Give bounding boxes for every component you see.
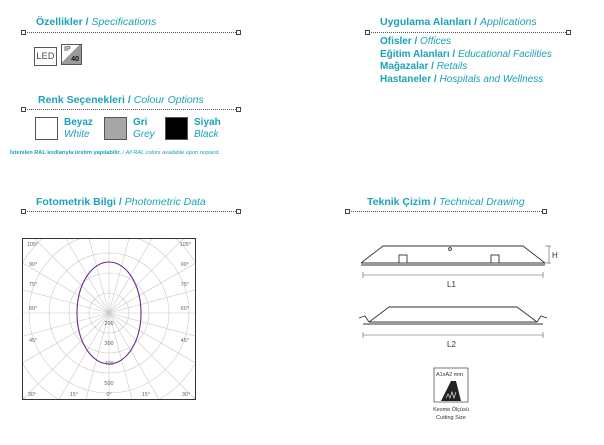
specifications-title-tr: Özellikler xyxy=(36,16,83,28)
length-label-1: L1 xyxy=(447,280,456,289)
angle-label: 0° xyxy=(106,392,112,398)
ip-prefix: IP xyxy=(64,46,71,53)
led-icon: LED xyxy=(34,47,57,66)
photometric-title-en: Photometric Data xyxy=(124,196,206,208)
angle-label: 15° xyxy=(69,392,79,398)
rule-end-marker xyxy=(365,30,370,35)
angle-label: 105° xyxy=(27,242,39,248)
list-item: Ofisler / Offices xyxy=(380,36,452,47)
black-swatch xyxy=(165,117,188,140)
grey-label: Gri Grey xyxy=(133,117,155,140)
polar-diagram xyxy=(22,238,196,400)
applications-title-en: Applications xyxy=(480,16,537,28)
angle-label: 75° xyxy=(180,282,189,288)
rule-end-marker xyxy=(566,30,571,35)
side-profile-1 xyxy=(361,246,545,265)
rule-end-marker xyxy=(21,30,26,35)
applications-heading: Uygulama Alanları / Applications xyxy=(380,16,537,28)
ip-rating-icon xyxy=(61,44,82,65)
angle-label: 90° xyxy=(29,262,38,268)
angle-label: 60° xyxy=(29,306,38,312)
specifications-title-en: Specifications xyxy=(91,16,157,28)
side-profile-2 xyxy=(359,307,547,324)
angle-label: 90° xyxy=(180,262,189,268)
radial-label: 500 xyxy=(104,381,114,387)
rule-end-marker xyxy=(21,107,26,112)
cutting-caption-en: Cutting Size xyxy=(436,415,466,421)
angle-label: 30° xyxy=(27,392,37,398)
rule-end-marker xyxy=(236,107,241,112)
colour-options-title-en: Colour Options xyxy=(133,94,204,106)
technical-heading: Teknik Çizim / Technical Drawing xyxy=(367,196,525,208)
ral-note: İstenilen RAL kodlarıyla üretim yapılabilir. / All RAL colors available upon request. xyxy=(10,150,220,156)
colour-options-rule xyxy=(24,109,238,110)
photometric-rule xyxy=(24,211,238,212)
angle-label: 75° xyxy=(29,282,38,288)
white-label: Beyaz White xyxy=(64,117,93,140)
rule-end-marker xyxy=(21,209,26,214)
specifications-heading: Özellikler / Specifications xyxy=(36,16,157,28)
technical-title-en: Technical Drawing xyxy=(439,196,525,208)
colour-options-heading: Renk Seçenekleri / Colour Options xyxy=(38,94,204,106)
radial-label: 400 xyxy=(104,361,114,367)
height-label: H xyxy=(552,251,558,260)
angle-label: 105° xyxy=(179,242,191,248)
angle-label: 15° xyxy=(141,392,151,398)
ip-value: 40 xyxy=(71,56,79,63)
applications-rule xyxy=(368,32,568,33)
list-item: Hastaneler / Hospitals and Wellness xyxy=(380,73,544,85)
technical-title-tr: Teknik Çizim xyxy=(367,196,431,208)
technical-rule xyxy=(348,211,544,212)
list-item: Eğitim Alanları / Educational Facilities xyxy=(380,48,552,60)
grey-swatch xyxy=(104,117,127,140)
angle-label: 45° xyxy=(180,338,189,344)
photometric-title-tr: Fotometrik Bilgi xyxy=(36,196,116,208)
colour-options-title-tr: Renk Seçenekleri xyxy=(38,94,125,106)
photometric-heading: Fotometrik Bilgi / Photometric Data xyxy=(36,196,206,208)
specifications-rule xyxy=(24,32,238,33)
rule-end-marker xyxy=(236,30,241,35)
rule-end-marker xyxy=(542,209,547,214)
applications-list xyxy=(380,36,552,86)
applications-title-tr: Uygulama Alanları xyxy=(380,16,472,28)
angle-label: 30° xyxy=(181,392,191,398)
angle-label: 60° xyxy=(180,306,189,312)
radial-label: 200 xyxy=(104,321,114,327)
length-label-2: L2 xyxy=(447,340,456,349)
radial-label: 300 xyxy=(104,341,114,347)
rule-end-marker xyxy=(345,209,350,214)
angle-label: 45° xyxy=(29,338,38,344)
rule-end-marker xyxy=(236,209,241,214)
technical-drawing xyxy=(355,238,570,428)
cutting-size-dimension: A1xA2 mm xyxy=(436,372,463,378)
list-item: Mağazalar / Retails xyxy=(380,61,468,72)
cutting-caption-tr: Kesme Ölçüsü xyxy=(433,407,469,413)
white-swatch xyxy=(35,117,58,140)
black-label: Siyah Black xyxy=(194,117,221,140)
